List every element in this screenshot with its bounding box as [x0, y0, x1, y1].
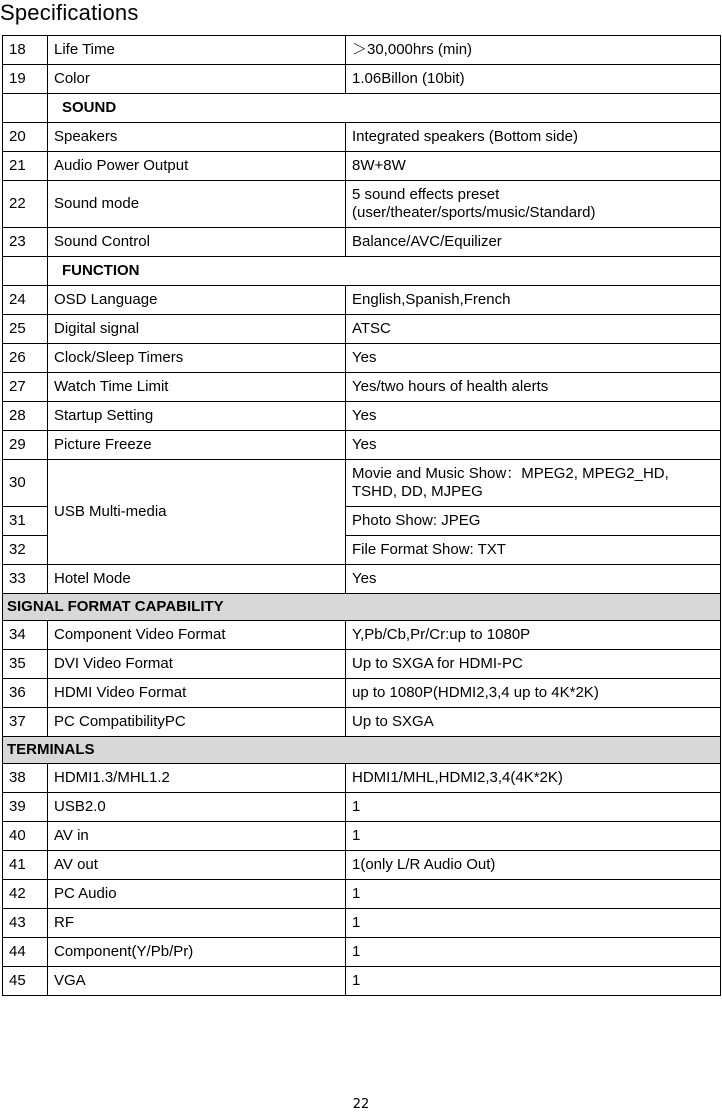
spec-value: 1 — [346, 880, 721, 909]
spec-value — [346, 181, 721, 228]
table-row — [3, 228, 721, 257]
spec-label: AV in — [48, 822, 346, 851]
table-row — [3, 938, 721, 967]
spec-label: Picture Freeze — [48, 431, 346, 460]
row-number: 43 — [3, 909, 48, 938]
spec-value-line: 5 sound effects preset — [352, 186, 500, 203]
spec-label: PC Audio — [48, 880, 346, 909]
spec-value: ATSC — [346, 315, 721, 344]
row-number: 19 — [3, 65, 48, 94]
row-number: 26 — [3, 344, 48, 373]
spec-value: 1(only L/R Audio Out) — [346, 851, 721, 880]
spec-label: Component(Y/Pb/Pr) — [48, 938, 346, 967]
spec-label: Life Time — [48, 36, 346, 65]
table-row — [3, 679, 721, 708]
table-row — [3, 181, 721, 228]
table-row — [3, 880, 721, 909]
spec-value: 1 — [346, 822, 721, 851]
spec-label: Clock/Sleep Timers — [48, 344, 346, 373]
table-row — [3, 565, 721, 594]
row-number: 32 — [3, 536, 48, 565]
table-row — [3, 65, 721, 94]
table-row — [3, 650, 721, 679]
section-title-function: FUNCTION — [48, 257, 721, 286]
spec-value-line: Movie and Music Show：MPEG2, MPEG2_HD, — [352, 465, 669, 482]
row-number: 44 — [3, 938, 48, 967]
empty-cell — [3, 257, 48, 286]
section-title-sound: SOUND — [48, 94, 721, 123]
spec-value-line: TSHD, DD, MJPEG — [352, 483, 483, 500]
spec-value: 1 — [346, 909, 721, 938]
spec-value: Yes/two hours of health alerts — [346, 373, 721, 402]
spec-label: Color — [48, 65, 346, 94]
spec-value: 1 — [346, 938, 721, 967]
table-row — [3, 373, 721, 402]
table-row — [3, 431, 721, 460]
section-row-terminals — [3, 737, 721, 764]
spec-value: Balance/AVC/Equilizer — [346, 228, 721, 257]
section-title-signal-format: SIGNAL FORMAT CAPABILITY — [3, 594, 721, 621]
spec-label: OSD Language — [48, 286, 346, 315]
spec-value: 1.06Billon (10bit) — [346, 65, 721, 94]
spec-label: USB2.0 — [48, 793, 346, 822]
page-number: 22 — [352, 1097, 370, 1112]
table-row — [3, 36, 721, 65]
spec-value: File Format Show: TXT — [346, 536, 721, 565]
spec-value: 1 — [346, 793, 721, 822]
spec-label: Audio Power Output — [48, 152, 346, 181]
spec-label: Sound mode — [48, 181, 346, 228]
empty-cell — [3, 94, 48, 123]
row-number: 39 — [3, 793, 48, 822]
row-number: 29 — [3, 431, 48, 460]
spec-value: HDMI1/MHL,HDMI2,3,4(4K*2K) — [346, 764, 721, 793]
table-row — [3, 851, 721, 880]
spec-label: AV out — [48, 851, 346, 880]
table-row — [3, 822, 721, 851]
row-number: 25 — [3, 315, 48, 344]
spec-value: Photo Show: JPEG — [346, 507, 721, 536]
spec-label: DVI Video Format — [48, 650, 346, 679]
row-number: 18 — [3, 36, 48, 65]
table-row — [3, 460, 721, 507]
section-row-signal-format — [3, 594, 721, 621]
spec-label: Digital signal — [48, 315, 346, 344]
spec-label: RF — [48, 909, 346, 938]
spec-value: English,Spanish,French — [346, 286, 721, 315]
section-title-terminals: TERMINALS — [3, 737, 721, 764]
row-number: 33 — [3, 565, 48, 594]
row-number: 24 — [3, 286, 48, 315]
table-row — [3, 344, 721, 373]
table-row — [3, 967, 721, 996]
section-row-sound — [3, 94, 721, 123]
spec-label: Sound Control — [48, 228, 346, 257]
table-row — [3, 152, 721, 181]
row-number: 35 — [3, 650, 48, 679]
spec-label: Speakers — [48, 123, 346, 152]
spec-value: Yes — [346, 565, 721, 594]
row-number: 20 — [3, 123, 48, 152]
table-row — [3, 315, 721, 344]
section-row-function — [3, 257, 721, 286]
spec-label: Hotel Mode — [48, 565, 346, 594]
row-number: 27 — [3, 373, 48, 402]
spec-value: Y,Pb/Cb,Pr/Cr:up to 1080P — [346, 621, 721, 650]
spec-value: Yes — [346, 402, 721, 431]
spec-label: Watch Time Limit — [48, 373, 346, 402]
spec-label: VGA — [48, 967, 346, 996]
specifications-table — [2, 35, 721, 996]
spec-label: HDMI Video Format — [48, 679, 346, 708]
spec-value: Up to SXGA for HDMI-PC — [346, 650, 721, 679]
spec-value: 1 — [346, 967, 721, 996]
row-number: 41 — [3, 851, 48, 880]
table-row — [3, 764, 721, 793]
row-number: 30 — [3, 460, 48, 507]
spec-label: HDMI1.3/MHL1.2 — [48, 764, 346, 793]
page-title: Specifications — [0, 0, 139, 25]
spec-value-line: (user/theater/sports/music/Standard) — [352, 204, 596, 221]
row-number: 31 — [3, 507, 48, 536]
row-number: 23 — [3, 228, 48, 257]
spec-value — [346, 460, 721, 507]
spec-label: Component Video Format — [48, 621, 346, 650]
spec-value: Yes — [346, 344, 721, 373]
row-number: 34 — [3, 621, 48, 650]
spec-value: Up to SXGA — [346, 708, 721, 737]
row-number: 38 — [3, 764, 48, 793]
table-row — [3, 708, 721, 737]
row-number: 42 — [3, 880, 48, 909]
spec-value: ＞30,000hrs (min) — [346, 36, 721, 65]
spec-label-usb-multimedia: USB Multi-media — [48, 460, 346, 565]
row-number: 22 — [3, 181, 48, 228]
table-row — [3, 909, 721, 938]
spec-value: Yes — [346, 431, 721, 460]
spec-value: 8W+8W — [346, 152, 721, 181]
row-number: 40 — [3, 822, 48, 851]
spec-value: Integrated speakers (Bottom side) — [346, 123, 721, 152]
row-number: 37 — [3, 708, 48, 737]
spec-value: up to 1080P(HDMI2,3,4 up to 4K*2K) — [346, 679, 721, 708]
table-row — [3, 123, 721, 152]
table-row — [3, 793, 721, 822]
spec-label: Startup Setting — [48, 402, 346, 431]
table-row — [3, 621, 721, 650]
row-number: 36 — [3, 679, 48, 708]
row-number: 45 — [3, 967, 48, 996]
table-row — [3, 402, 721, 431]
table-row — [3, 286, 721, 315]
row-number: 28 — [3, 402, 48, 431]
row-number: 21 — [3, 152, 48, 181]
spec-label: PC CompatibilityPC — [48, 708, 346, 737]
